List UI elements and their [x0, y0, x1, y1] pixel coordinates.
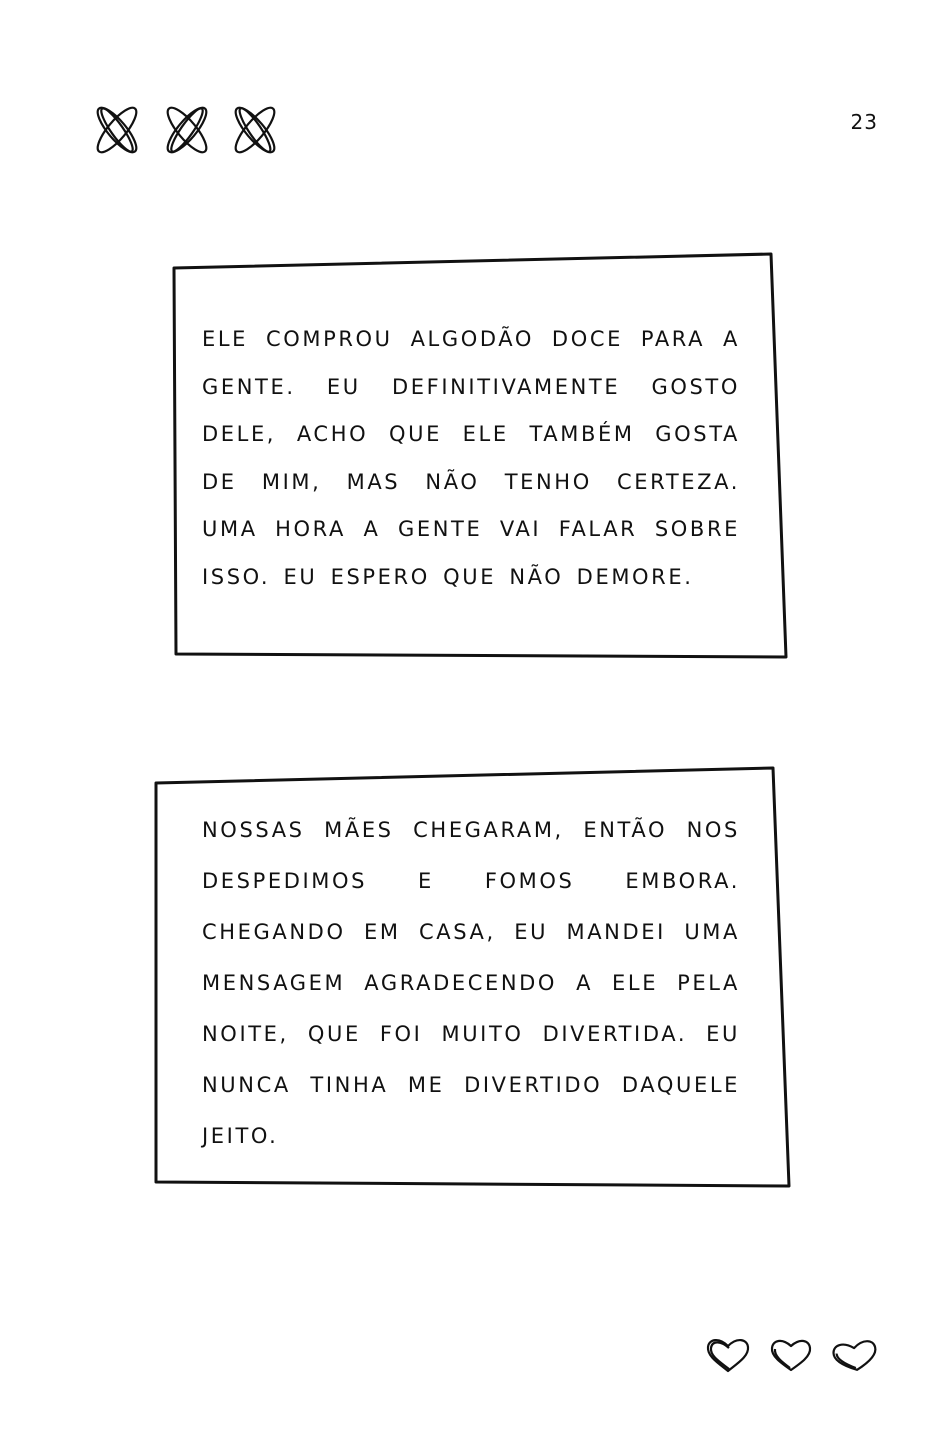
top-ornaments [92, 100, 282, 160]
heart-outline-icon [708, 1340, 748, 1371]
x-loop-icon [92, 103, 142, 157]
heart-outline-icon [772, 1341, 810, 1370]
diary-box-1-text: ELE COMPROU ALGODÃO DOCE PARA A GENTE. EU DEFINITIVAMENTE GOSTO DELE, ACHO QUE ELE TAMBÉM GOSTA DE MIM, MAS NÃO TENHO CERTEZA. UMA HORA A GENTE VAI FALAR SOBRE ISSO. EU ESPERO QUE NÃO DEMORE. [202, 327, 740, 589]
heart-outline-icon-group [700, 1330, 885, 1380]
diary-box-2-text: NOSSAS MÃES CHEGARAM, ENTÃO NOS DESPEDIMOS E FOMOS EMBORA. CHEGANDO EM CASA, EU MANDEI UMA MENSAGEM AGRADECENDO A ELE PELA NOITE, QUE FOI MUITO DIVERTIDA. EU NUNCA TINHA ME DIVERTIDO DAQUELE JEITO. [202, 818, 740, 1148]
x-loop-icon [162, 103, 212, 157]
heart-outline-icon [832, 1340, 877, 1373]
page-number: 23 [850, 110, 878, 134]
x-loop-icon-group [92, 100, 282, 160]
x-loop-icon [230, 103, 280, 157]
bottom-ornaments [700, 1330, 885, 1380]
